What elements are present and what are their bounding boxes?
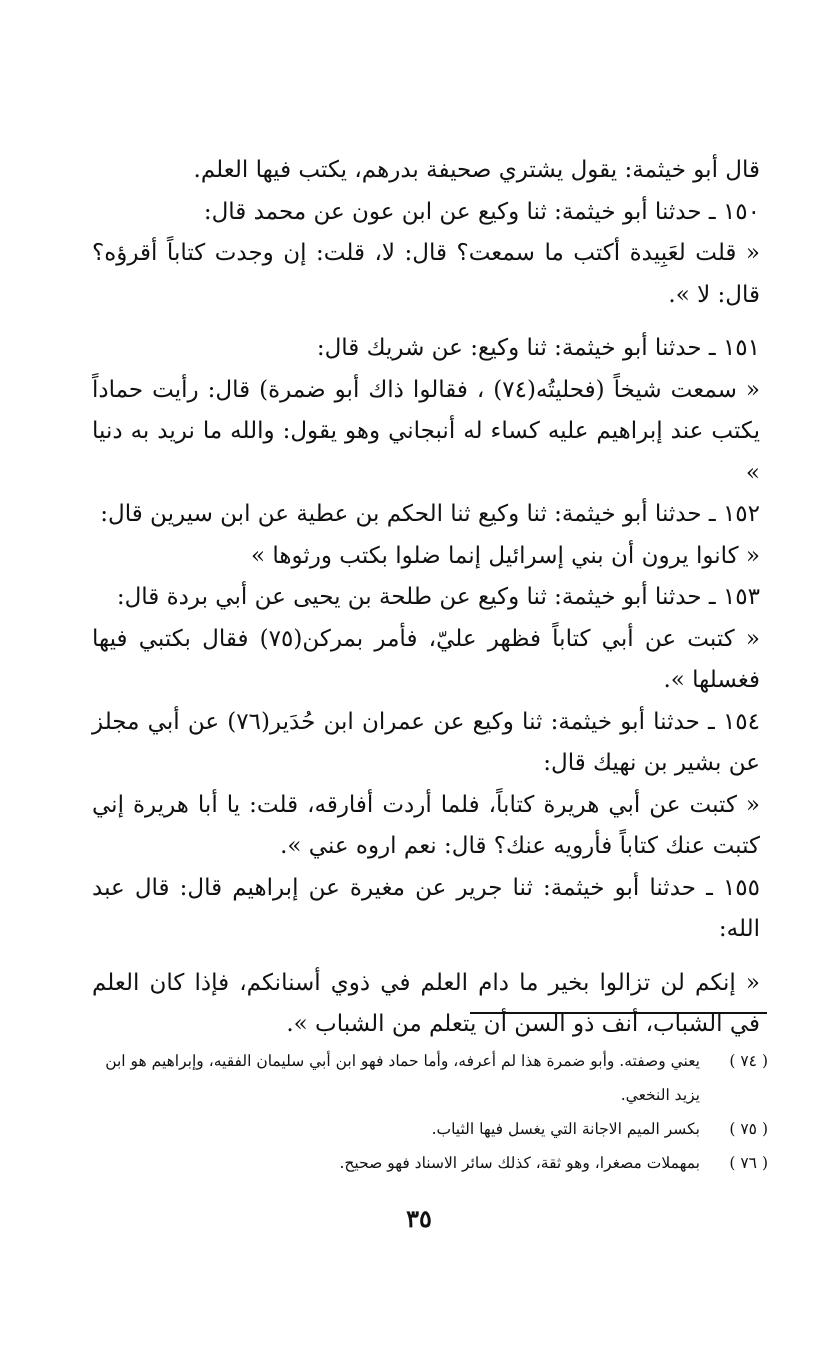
- footnote-text: يعني وصفته. وأبو ضمرة هذا لم أعرفه، وأما حماد فهو ابن أبي سليمان الفقيه، وإبراهيم هو ابن يزيد النخعي.: [105, 1052, 700, 1104]
- hadith-151-matn: « سمعت شيخاً (فحليتُه(٧٤) ، فقالوا ذاك أبو ضمرة) قال: رأيت حماداً يكتب عند إبراهيم عليه كساء له أنبجاني وهو يقول: والله ما نريد به دنيا »: [92, 376, 760, 486]
- footnote-number: ( ٧٤ ): [729, 1052, 768, 1070]
- footnote-number: ( ٧٥ ): [729, 1120, 768, 1138]
- main-text: [92, 150, 760, 1046]
- footnote-text: بكسر الميم الاجانة التي يغسل فيها الثياب.: [431, 1120, 700, 1138]
- hadith-155-isnad: ١٥٥ ـ حدثنا أبو خيثمة: ثنا جرير عن مغيرة عن إبراهيم قال: قال عبد الله:: [92, 874, 760, 942]
- page-number: ٣٥: [406, 1204, 432, 1233]
- hadith-152-matn: « كانوا يرون أن بني إسرائيل إنما ضلوا بكتب ورثوها »: [250, 542, 760, 569]
- text-paragraph: قال أبو خيثمة: يقول يشتري صحيفة بدرهم، يكتب فيها العلم.: [193, 157, 760, 183]
- hadith-150-isnad: ١٥٠ ـ حدثنا أبو خيثمة: ثنا وكيع عن ابن عون عن محمد قال:: [203, 198, 760, 225]
- footnote-75: [92, 1112, 768, 1146]
- footnotes: [92, 1044, 768, 1180]
- footnote-number: ( ٧٦ ): [729, 1154, 768, 1172]
- hadith-154-matn: « كتبت عن أبي هريرة كتاباً، فلما أردت أفارقه، قلت: يا أبا هريرة إني كتبت عنك كتاباً فأرويه عنك؟ قال: نعم اروه عني ».: [92, 791, 760, 859]
- footnote-divider: [470, 1012, 767, 1014]
- hadith-150-matn: « قلت لعَبِيدة أكتب ما سمعت؟ قال: لا، قلت: إن وجدت كتاباً أقرؤه؟ قال: لا ».: [92, 240, 760, 308]
- hadith-151-isnad: ١٥١ ـ حدثنا أبو خيثمة: ثنا وكيع: عن شريك قال:: [316, 335, 760, 361]
- hadith-155-matn: « إنكم لن تزالوا بخير ما دام العلم في ذوي أسنانكم، فإذا كان العلم في الشباب، أنف ذو السن أن يتعلم من الشباب ».: [92, 969, 760, 1037]
- hadith-153-isnad: ١٥٣ ـ حدثنا أبو خيثمة: ثنا وكيع عن طلحة بن يحيى عن أبي بردة قال:: [116, 584, 760, 610]
- footnote-text: بمهملات مصغرا، وهو ثقة، كذلك سائر الاسناد فهو صحيح.: [339, 1154, 700, 1172]
- hadith-154-isnad: ١٥٤ ـ حدثنا أبو خيثمة: ثنا وكيع عن عمران ابن حُدَير(٧٦) عن أبي مجلز عن بشير بن نهيك قال:: [92, 708, 760, 776]
- footnote-74: [92, 1044, 768, 1112]
- footnote-76: [92, 1146, 768, 1180]
- hadith-152-isnad: ١٥٢ ـ حدثنا أبو خيثمة: ثنا وكيع ثنا الحكم بن عطية عن ابن سيرين قال:: [100, 501, 760, 527]
- hadith-153-matn: « كتبت عن أبي كتاباً فظهر عليّ، فأمر بمركن(٧٥) فقال بكتبي فيها فغسلها ».: [92, 625, 761, 693]
